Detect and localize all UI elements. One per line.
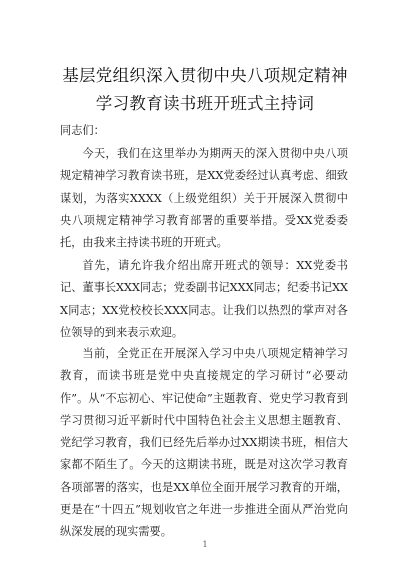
document-title-line-2: 学习教育读书班开班式主持词 xyxy=(95,94,315,113)
body-paragraph-2: 首先，请允许我介绍出席开班式的领导：XX党委书记、董事长XXX同志；党委副书记XXX同志；纪委书记XXX同志；XX党校校长XXX同志。让我们以热烈的掌声对各位领导的到来表示欢迎。 xyxy=(60,259,348,339)
page-number: 1 xyxy=(202,540,208,549)
body-paragraph-1: 今天，我们在这里举办为期两天的深入贯彻中央八项规定精神学习教育读书班，是XX党委经过认真考虑、细致谋划，为落实XXXX（上级党组织）关于开展深入贯彻中央八项规定精神学习教育部署的重要举措。受XX党委委托，由我来主持读书班的开班式。 xyxy=(60,147,348,250)
document-title-line-1: 基层党组织深入贯彻中央八项规定精神 xyxy=(62,66,348,85)
body-paragraph-3: 当前，全党正在开展深入学习中央八项规定精神学习教育，而读书班是党中央直接规定的学习研讨“必要动作”。从“不忘初心、牢记使命”主题教育、党史学习教育到学习贯彻习近平新时代中国特色社会主义思想主题教育、党纪学习教育，我们已经先后举办过XX期读书班，相信大家都不陌生了。今天的这期读书班，既是对这次学习教育各项部署的落实，也是XX单位全面开展学习教育的开端，更是在“十四五”规划收官之年进一步推进全面从严治党向纵深发展的现实需要。 xyxy=(60,347,348,539)
salutation: 同志们： xyxy=(60,124,105,137)
